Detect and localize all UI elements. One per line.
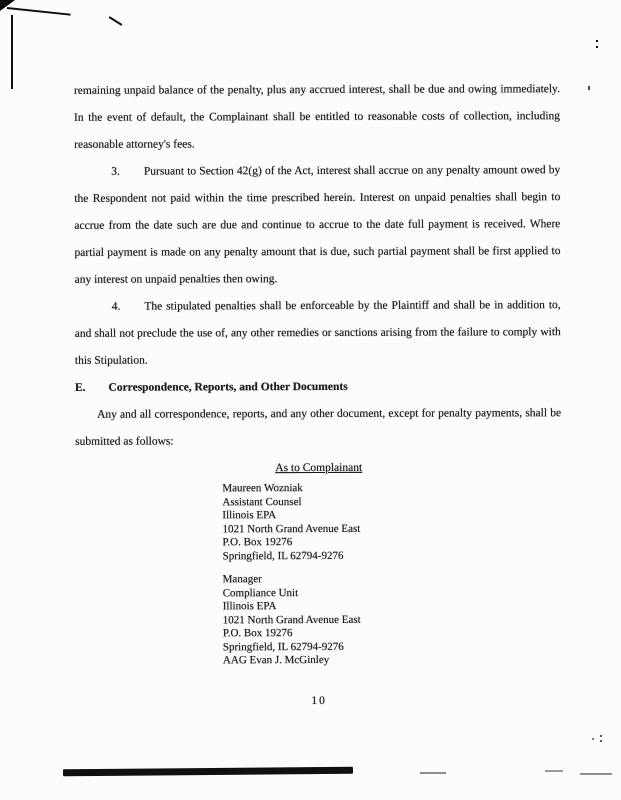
as-to-complainant-heading: As to Complainant: [275, 461, 363, 475]
address-block-complainant-secondary: Manager Compliance Unit Illinois EPA 1021 North Grand Avenue East P.O. Box 19276 Springfield, IL 62794-9276 AAG Evan J. McGinley: [222, 573, 361, 667]
paragraph-4-text: The stipulated penalties shall be enforceable by the Plaintiff and shall be in addition to, and shall not preclude the use of, any other remedies or sanctions arising from the failure to comply with this Stipulation.: [74, 299, 561, 367]
scan-artifact-right-speck-mid: [588, 86, 590, 90]
scan-artifact-bottom-dash: [580, 773, 612, 775]
page-number: 10: [311, 694, 327, 707]
scan-artifact-bottom-dash: [545, 770, 563, 772]
address-block-complainant-primary: Maureen Wozniak Assistant Counsel Illinois EPA 1021 North Grand Avenue East P.O. Box 19276 Springfield, IL 62794-9276: [222, 482, 361, 562]
section-e-title: Correspondence, Reports, and Other Documents: [108, 380, 348, 394]
scan-artifact-right-speck-bottom: [600, 735, 602, 737]
paragraph-continuation: remaining unpaid balance of the penalty, plus any accrued interest, shall be due and owing immediately. In the event of default, the Complainant shall be entitled to reasonable costs of collection, including reasonable attorney's fees.: [73, 83, 561, 151]
scan-artifact-left-edge-line: [11, 15, 13, 89]
scan-artifact-bottom-dash: [420, 772, 446, 774]
scan-artifact-top-diagonal-line: [7, 7, 71, 16]
section-e-heading: [75, 373, 561, 402]
paragraph-4-number: 4.: [111, 300, 121, 313]
scan-artifact-bottom-bar: [63, 767, 353, 777]
scan-artifact-right-speck-top: [596, 40, 598, 42]
document-content: [74, 76, 562, 715]
paragraph-item-3: [74, 157, 560, 294]
paragraph-3-text: Pursuant to Section 42(g) of the Act, interest shall accrue on any penalty amount owed by the Respondent not paid within the time prescribed herein. Interest on unpaid penalties shall begin to accrue from the date such are due and continue to accrue to the date full payment is received. Where partial payment is made on any penalty amount that is due, such partial payment shall be first applied to any interest on unpaid penalties then owing.: [74, 164, 561, 286]
scan-artifact-top-mark: [109, 16, 123, 26]
paragraph-3-number: 3.: [111, 165, 120, 178]
paragraph-item-4: [75, 292, 561, 375]
paragraph-submission: Any and all correspondence, reports, and any other document, except for penalty payments, shall be submitted as follows:: [75, 407, 562, 448]
section-e-label: E.: [74, 381, 86, 394]
